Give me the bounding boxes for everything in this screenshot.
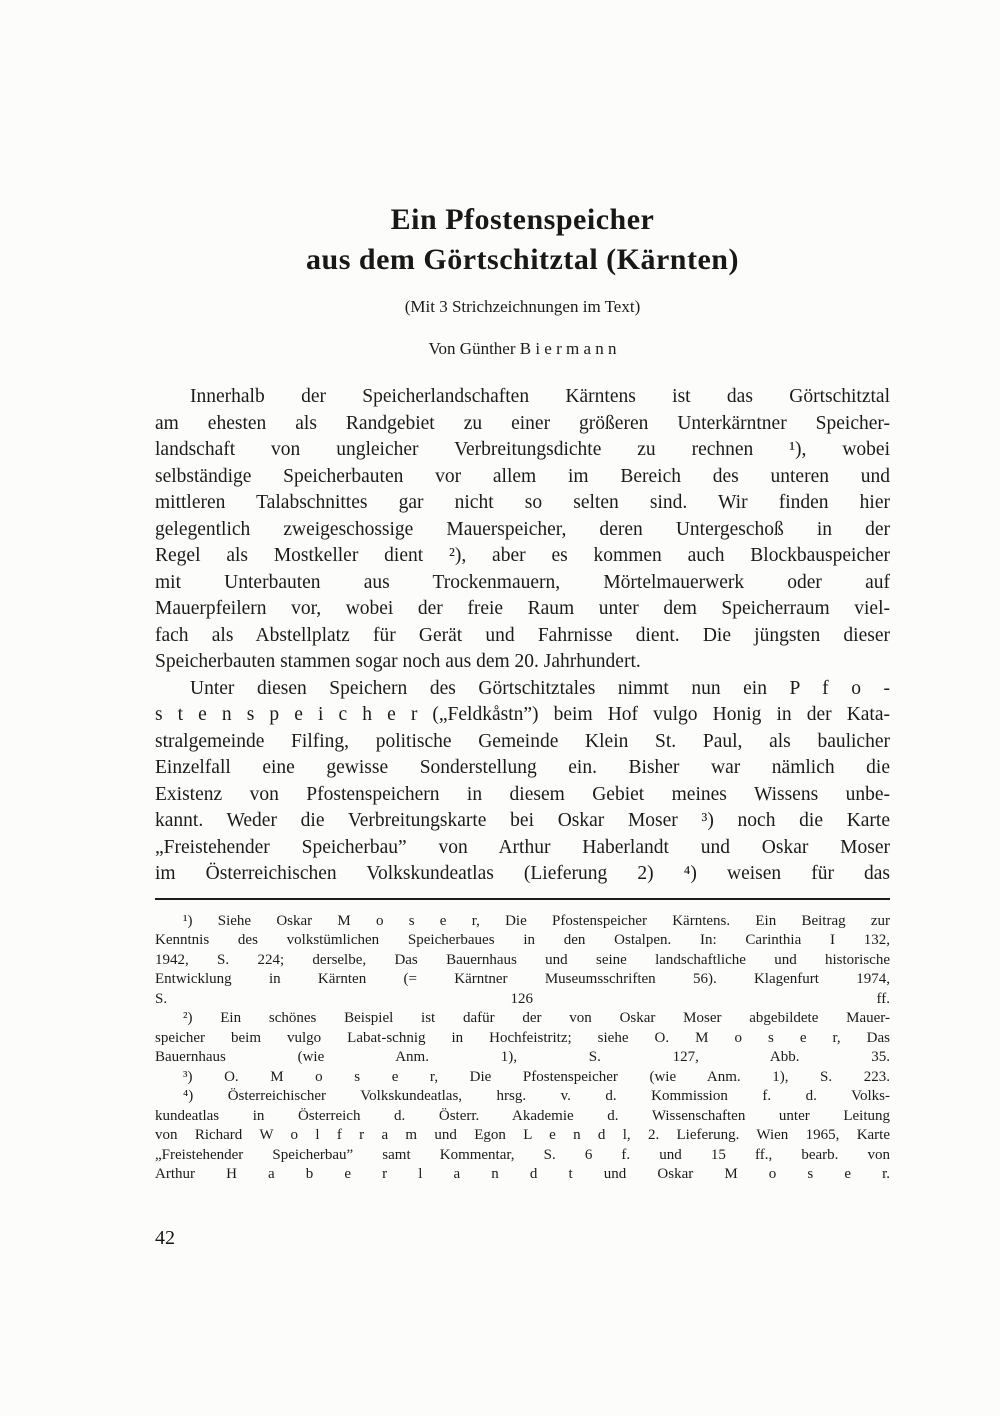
text-line: Innerhalb der Speicherlandschaften Kärntens ist das Görtschitztal: [190, 386, 890, 407]
text-line: Einzelfall eine gewisse Sonderstellung ein. Bisher war nämlich die: [155, 757, 890, 778]
title-line-1: Ein Pfostenspeicher: [390, 203, 655, 236]
text-line: 1942, S. 224; derselbe, Das Bauernhaus und seine landschaftliche und historische: [155, 951, 890, 968]
text-line: Mauerpfeilern vor, wobei der freie Raum unter dem Speicherraum viel-: [155, 598, 890, 619]
text-line: ⁴) Österreichischer Volkskundeatlas, hrsg. v. d. Kommission f. d. Volks-: [183, 1088, 890, 1104]
text-line: Existenz von Pfostenspeichern in diesem Gebiet meines Wissens unbe-: [155, 783, 890, 805]
text-line: „Freistehender Speicherbau” von Arthur Haberlandt und Oskar Moser: [155, 836, 890, 858]
footnote-2: [155, 1009, 890, 1068]
text-line: mit Unterbauten aus Trockenmauern, Mörtelmauerwerk oder auf: [155, 571, 890, 593]
text-line: im Österreichischen Volkskundeatlas (Lieferung 2) ⁴) weisen für das: [155, 863, 890, 884]
page-number: 42: [155, 1226, 175, 1249]
text-line: mittleren Talabschnittes gar nicht so selten sind. Wir finden hier: [155, 492, 890, 513]
text-line: kannt. Weder die Verbreitungskarte bei Oskar Moser ³) noch die Karte: [155, 810, 890, 831]
text-line: Bauernhaus (wie Anm. 1), S. 127, Abb. 35.: [155, 1049, 890, 1065]
text-line: S. 126 ff.: [155, 990, 890, 1007]
text-line: Arthur H a b e r l a n d t und Oskar M o s e r.: [155, 1166, 890, 1182]
text-line: selbständige Speicherbauten vor allem im Bereich des unteren und: [155, 465, 890, 487]
footnote-1: [155, 912, 890, 1010]
footnotes-section: [155, 912, 890, 1185]
text-column: [155, 0, 890, 1250]
text-line: Unter diesen Speichern des Görtschitztales nimmt nun ein P f o -: [190, 677, 890, 699]
text-line: kundeatlas in Österreich d. Österr. Akademie d. Wissenschaften unter Leitung: [155, 1107, 890, 1124]
footnote-separator: [155, 898, 890, 900]
text-line: Regel als Mostkeller dient ²), aber es kommen auch Blockbauspeicher: [155, 545, 890, 566]
paragraph-2: [155, 676, 890, 888]
title-block: [155, 200, 890, 360]
text-line: „Freistehender Speicherbau” samt Kommentar, S. 6 f. und 15 ff., bearb. von: [155, 1146, 890, 1163]
text-line: stralgemeinde Filfing, politische Gemeinde Klein St. Paul, als baulicher: [155, 730, 890, 752]
subtitle: (Mit 3 Strichzeichnungen im Text): [404, 297, 641, 316]
text-line: Speicherbauten stammen sogar noch aus dem 20. Jahrhundert.: [155, 651, 641, 672]
article-body: [155, 384, 890, 1250]
footnote-3: [155, 1068, 890, 1088]
author-line: Von Günther B i e r m a n n: [428, 339, 617, 358]
text-line: gelegentlich zweigeschossige Mauerspeicher, deren Untergeschoß in der: [155, 518, 890, 540]
text-line: speicher beim vulgo Labat-schnig in Hochfeistritz; siehe O. M o s e r, Das: [155, 1029, 890, 1046]
text-line: fach als Abstellplatz für Gerät und Fahrnisse dient. Die jüngsten dieser: [155, 624, 890, 646]
text-line: Entwicklung in Kärnten (= Kärntner Museumsschriften 56). Klagenfurt 1974,: [155, 971, 890, 987]
text-line: am ehesten als Randgebiet zu einer größeren Unterkärntner Speicher-: [155, 412, 890, 434]
text-line: landschaft von ungleicher Verbreitungsdichte zu rechnen ¹), wobei: [155, 439, 890, 460]
text-line: s t e n s p e i c h e r („Feldkåstn”) beim Hof vulgo Honig in der Kata-: [155, 704, 890, 725]
text-line: von Richard W o l f r a m und Egon L e n d l, 2. Lieferung. Wien 1965, Karte: [155, 1127, 890, 1143]
text-line: Kenntnis des volkstümlichen Speicherbaues in den Ostalpen. In: Carinthia I 132,: [155, 932, 890, 948]
text-line: ³) O. M o s e r, Die Pfostenspeicher (wie Anm. 1), S. 223.: [183, 1068, 890, 1085]
paragraph-1: [155, 384, 890, 676]
text-line: ²) Ein schönes Beispiel ist dafür der von Oskar Moser abgebildete Mauer-: [183, 1010, 890, 1026]
footnote-4: [155, 1087, 890, 1185]
article-title: [155, 200, 890, 280]
text-line: ¹) Siehe Oskar M o s e r, Die Pfostenspeicher Kärntens. Ein Beitrag zur: [183, 912, 890, 929]
title-line-2: aus dem Görtschitztal (Kärnten): [306, 243, 739, 276]
